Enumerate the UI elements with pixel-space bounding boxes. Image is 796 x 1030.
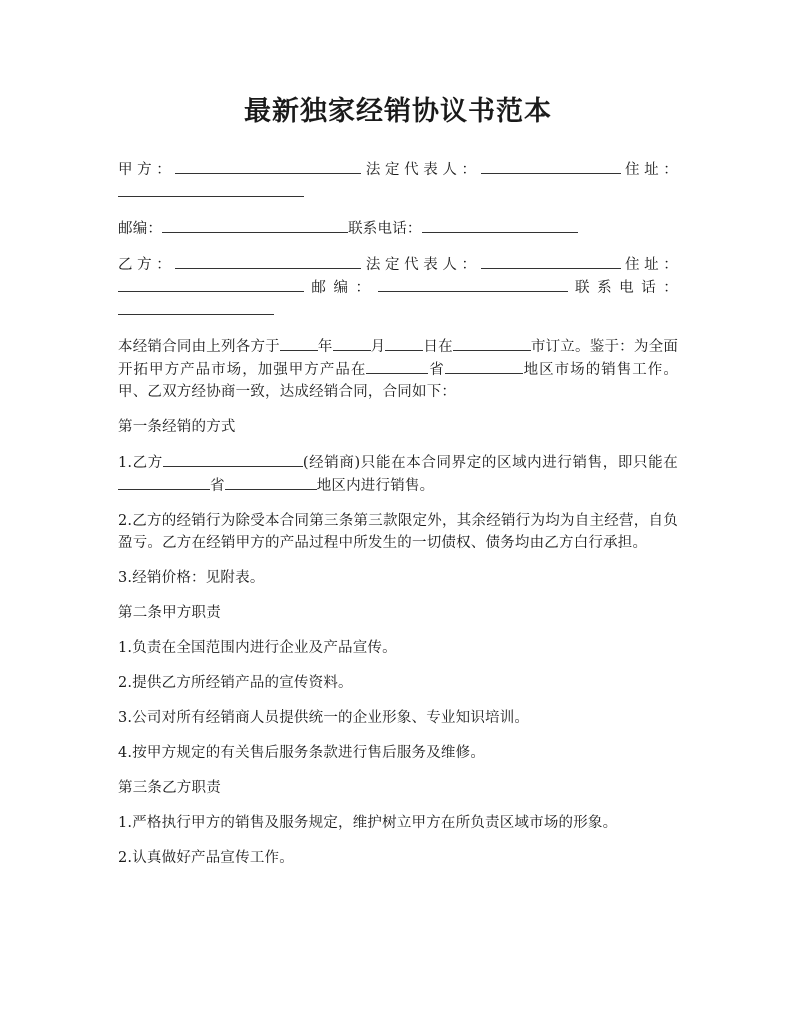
article-1-clause-2: 2.乙方的经销行为除受本合同第三条第三款限定外，其余经销行为均为自主经营，自负盈亏。乙方在经销甲方的产品过程中所发生的一切债权、债务均由乙方白行承担。 <box>118 513 678 551</box>
party-b-address-label: 住址： <box>620 257 678 273</box>
article-2-heading: 第二条甲方职责 <box>118 605 221 621</box>
clause-province-blank <box>118 474 210 490</box>
year-blank <box>280 335 318 351</box>
intro-text: 本经销合同由上列各方于 <box>118 339 280 355</box>
clause-text: 地区内进行销售。 <box>316 478 435 494</box>
party-a-address-label: 住址： <box>620 162 678 178</box>
city-blank <box>453 335 531 351</box>
party-b-address-blank <box>118 276 304 292</box>
party-a-rep-label: 法定代表人： <box>361 162 481 178</box>
intro-text: 省 <box>428 362 445 378</box>
clause-region-blank <box>225 474 317 490</box>
article-1-clause-1 <box>118 451 678 497</box>
region-blank <box>445 358 523 374</box>
party-a-contact-line <box>118 217 678 240</box>
article-2-clause-2: 2.提供乙方所经销产品的宣传资料。 <box>118 675 353 691</box>
article-1-heading: 第一条经销的方式 <box>118 419 236 435</box>
party-a-name-blank <box>175 158 361 174</box>
party-a-line <box>118 158 678 204</box>
intro-paragraph <box>118 335 678 403</box>
document-title: 最新独家经销协议书范本 <box>244 96 552 127</box>
article-1-clause-3: 3.经销价格：见附表。 <box>118 570 265 586</box>
party-b-postcode-blank <box>378 276 568 292</box>
party-a-postcode-label: 邮编： <box>118 221 163 237</box>
party-b-postcode-label: 邮编： <box>304 280 378 296</box>
party-b-rep-label: 法定代表人： <box>361 257 481 273</box>
party-b-rep-blank <box>481 253 621 269</box>
contract-page <box>118 92 678 882</box>
intro-text: 年 <box>317 339 333 355</box>
party-a-phone-label: 联系电话： <box>348 221 422 237</box>
intro-text: 日在 <box>423 339 453 355</box>
party-b-label: 乙方： <box>118 257 176 273</box>
article-2-clause-3: 3.公司对所有经销商人员提供统一的企业形象、专业知识培训。 <box>118 710 530 726</box>
party-b-line <box>118 253 678 322</box>
party-a-postcode-blank <box>162 217 348 233</box>
article-3-clause-1: 1.严格执行甲方的销售及服务规定，维护树立甲方在所负责区域市场的形象。 <box>118 815 618 831</box>
party-a-phone-blank <box>422 217 578 233</box>
party-b-name-blank <box>175 253 361 269</box>
province-blank <box>366 358 428 374</box>
clause-text: 1.乙方 <box>118 455 163 471</box>
party-a-rep-blank <box>481 158 621 174</box>
article-2-clause-4: 4.按甲方规定的有关售后服务条款进行售后服务及维修。 <box>118 745 486 761</box>
intro-text: 地区市场的销售工作。甲、乙双方经协商一致，达成经销合同，合同如下： <box>118 362 679 400</box>
article-3-heading: 第三条乙方职责 <box>118 780 221 796</box>
party-b-phone-label: 联系电话： <box>567 280 678 296</box>
distributor-blank <box>163 451 303 467</box>
clause-text: 省 <box>210 478 225 494</box>
clause-text: (经销商)只能在本合同界定的区域内进行销售，即只能在 <box>302 455 678 471</box>
day-blank <box>385 335 423 351</box>
party-a-label: 甲方： <box>118 162 176 178</box>
article-2-clause-1: 1.负责在全国范围内进行企业及产品宣传。 <box>118 640 397 656</box>
party-a-address-blank <box>118 181 304 197</box>
intro-text: 月 <box>370 339 386 355</box>
intro-text: 市订立。鉴于：为全面开拓甲方产品市场，加强甲方产品在 <box>118 339 679 378</box>
article-3-clause-2: 2.认真做好产品宣传工作。 <box>118 850 294 866</box>
month-blank <box>333 335 371 351</box>
party-b-phone-blank <box>118 299 274 315</box>
